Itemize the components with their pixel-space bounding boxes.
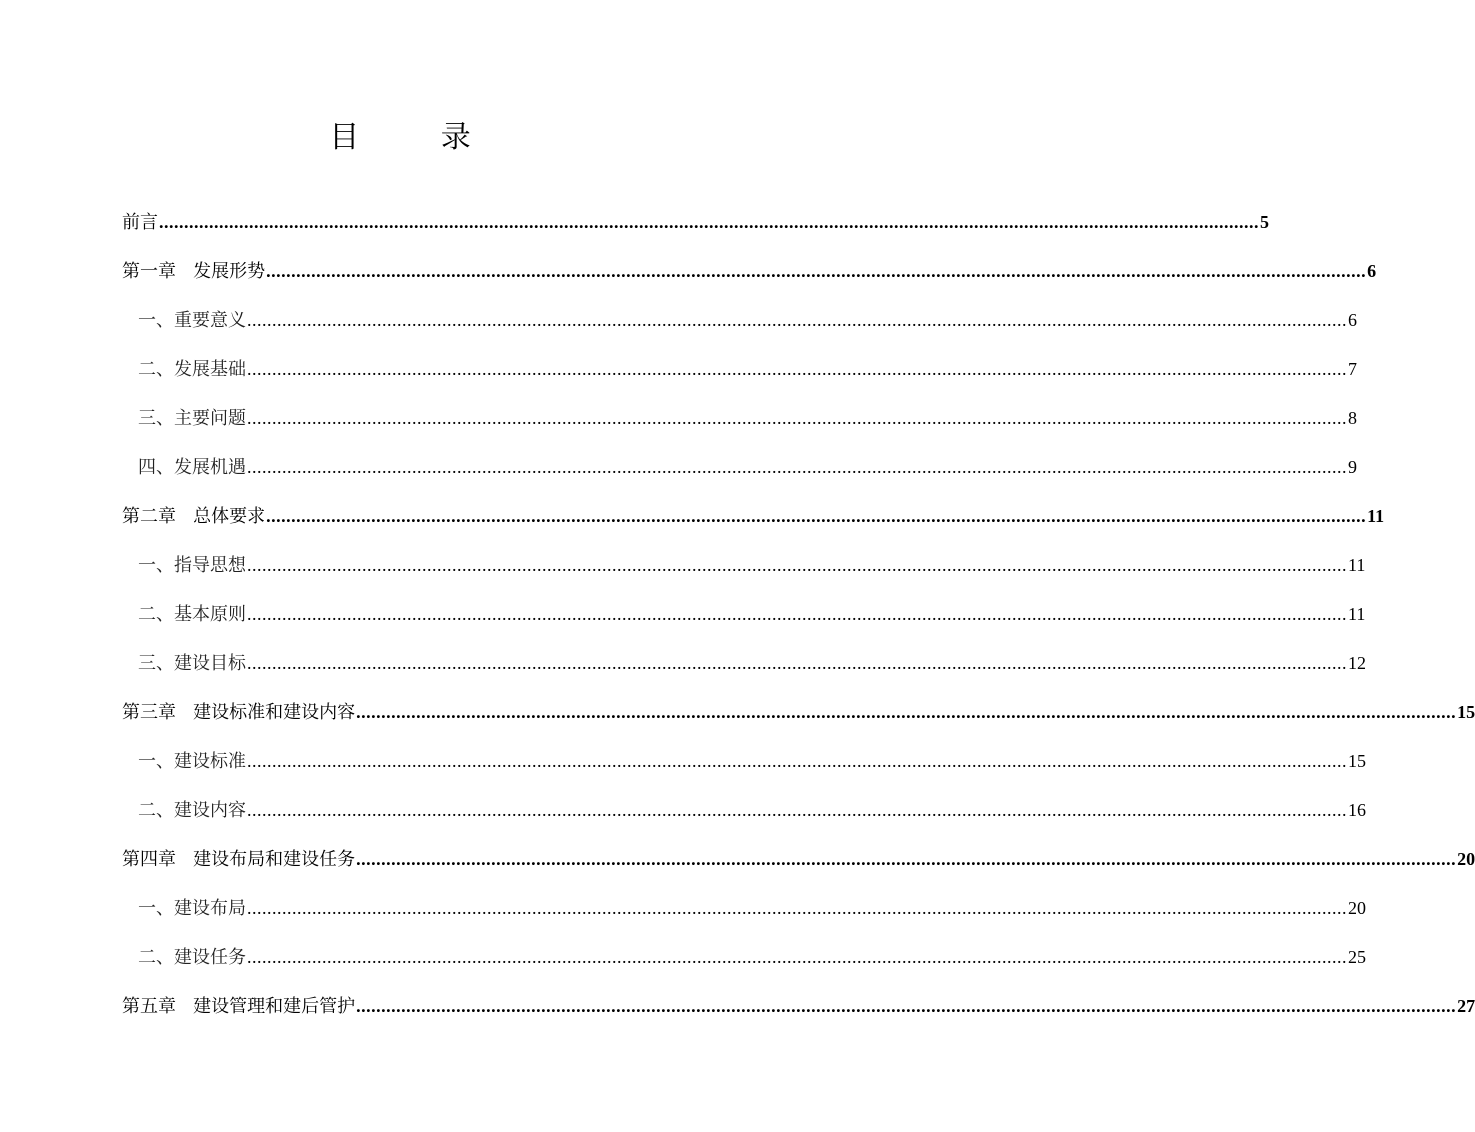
toc-entry-label: 二、发展基础 — [138, 359, 246, 380]
toc-page-number: 11 — [1348, 555, 1366, 575]
toc-entry-section[interactable] — [122, 639, 1366, 688]
toc-entry-label: 第二章 总体要求 — [122, 506, 266, 527]
toc-leader-dots: ............................................................................................................................................................................................................................ — [356, 702, 1457, 722]
toc-page-number: 15 — [1457, 702, 1475, 722]
page-title: 目 录 — [329, 120, 507, 155]
toc-entry-preface[interactable] — [122, 198, 1269, 247]
toc-entry-section[interactable] — [122, 296, 1357, 345]
toc-entry-label: 一、指导思想 — [138, 555, 246, 576]
toc-page-number: 20 — [1348, 898, 1366, 918]
toc-page-number: 27 — [1457, 996, 1475, 1016]
toc-page-number: 11 — [1348, 604, 1366, 624]
toc-page-number: 5 — [1260, 212, 1269, 232]
toc-entry-section[interactable] — [122, 590, 1366, 639]
toc-page-number: 16 — [1348, 800, 1366, 820]
toc-entry-section[interactable] — [122, 933, 1366, 982]
toc-page-number: 8 — [1348, 408, 1357, 428]
toc-leader-dots: ............................................................................................................................................................................................................................ — [247, 555, 1347, 575]
toc-leader-dots: ............................................................................................................................................................................................................................ — [356, 996, 1457, 1016]
toc-entry-label: 第一章 发展形势 — [122, 261, 266, 282]
toc-leader-dots: ............................................................................................................................................................................................................................ — [247, 457, 1347, 477]
toc-leader-dots: ............................................................................................................................................................................................................................ — [247, 604, 1347, 624]
toc-leader-dots: ............................................................................................................................................................................................................................ — [247, 310, 1347, 330]
toc-entry-label: 四、发展机遇 — [138, 457, 246, 478]
toc-entry-chapter-4[interactable] — [122, 835, 1475, 884]
toc-page-number: 6 — [1348, 310, 1357, 330]
toc-leader-dots: ............................................................................................................................................................................................................................ — [247, 653, 1347, 673]
toc-entry-chapter-5[interactable] — [122, 982, 1475, 1031]
toc-page-number: 11 — [1367, 506, 1385, 526]
toc-entry-section[interactable] — [122, 786, 1366, 835]
toc-leader-dots: ............................................................................................................................................................................................................................ — [247, 947, 1347, 967]
toc-leader-dots: ............................................................................................................................................................................................................................ — [247, 800, 1347, 820]
toc-entry-section[interactable] — [122, 737, 1366, 786]
toc-entry-label: 第四章 建设布局和建设任务 — [122, 849, 356, 870]
toc-entry-label: 第五章 建设管理和建后管护 — [122, 996, 356, 1017]
toc-leader-dots: ............................................................................................................................................................................................................................ — [356, 849, 1457, 869]
toc-entry-label: 二、建设任务 — [138, 947, 246, 968]
toc-page-number: 6 — [1367, 261, 1377, 281]
toc-leader-dots: ............................................................................................................................................................................................................................ — [247, 359, 1347, 379]
toc-entry-label: 二、建设内容 — [138, 800, 246, 821]
toc-entry-label: 一、建设布局 — [138, 898, 246, 919]
toc-entry-label: 三、建设目标 — [138, 653, 246, 674]
toc-entry-label: 一、建设标准 — [138, 751, 246, 772]
toc-leader-dots: ............................................................................................................................................................................................................................ — [266, 506, 1367, 526]
toc-leader-dots: ............................................................................................................................................................................................................................ — [247, 408, 1347, 428]
toc-entry-chapter-3[interactable] — [122, 688, 1475, 737]
toc-entry-label: 一、重要意义 — [138, 310, 246, 331]
toc-entry-label: 三、主要问题 — [138, 408, 246, 429]
toc-page-number: 15 — [1348, 751, 1366, 771]
toc-page-number: 20 — [1457, 849, 1475, 869]
toc-entry-section[interactable] — [122, 541, 1366, 590]
toc-entry-section[interactable] — [122, 394, 1357, 443]
toc-entry-section[interactable] — [122, 884, 1366, 933]
toc-page-number: 9 — [1348, 457, 1357, 477]
toc-page-number: 7 — [1348, 359, 1357, 379]
toc-page-number: 12 — [1348, 653, 1366, 673]
toc-entry-label: 二、基本原则 — [138, 604, 246, 625]
toc-leader-dots: ............................................................................................................................................................................................................................ — [247, 898, 1347, 918]
toc-entry-chapter-1[interactable] — [122, 247, 1377, 296]
toc-entry-section[interactable] — [122, 443, 1357, 492]
table-of-contents — [122, 198, 1475, 1031]
toc-entry-chapter-2[interactable] — [122, 492, 1385, 541]
toc-leader-dots: ............................................................................................................................................................................................................................ — [247, 751, 1347, 771]
toc-entry-label: 前言 — [122, 212, 158, 233]
toc-leader-dots: ............................................................................................................................................................................................................................ — [159, 212, 1259, 232]
toc-page-number: 25 — [1348, 947, 1366, 967]
toc-entry-label: 第三章 建设标准和建设内容 — [122, 702, 356, 723]
toc-leader-dots: ............................................................................................................................................................................................................................ — [266, 261, 1367, 281]
toc-entry-section[interactable] — [122, 345, 1357, 394]
